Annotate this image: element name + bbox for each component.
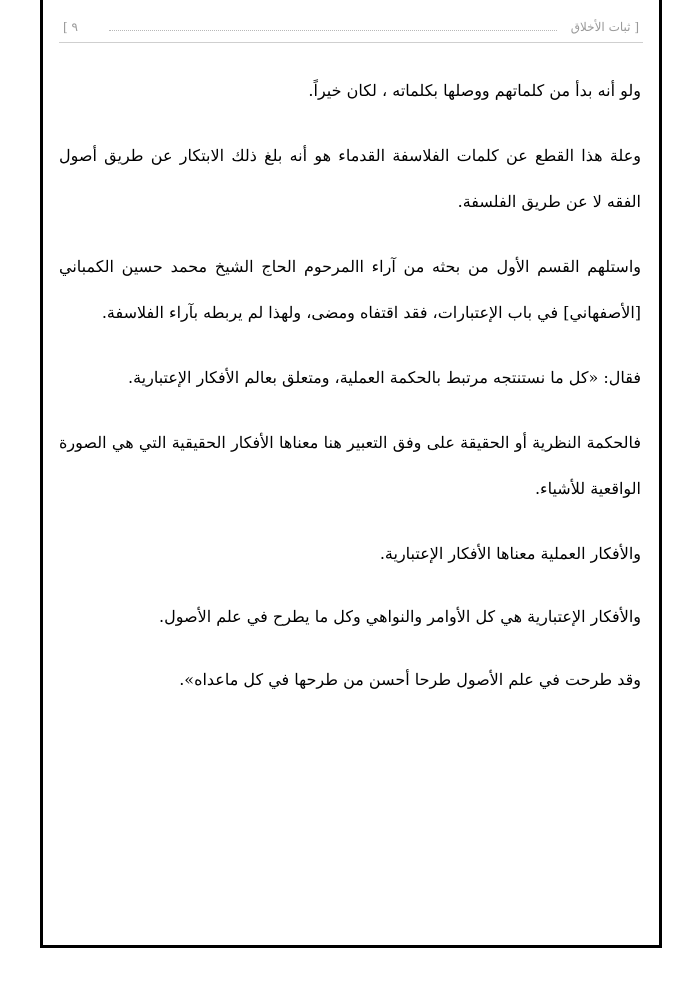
paragraph-6: والأفكار العملية معناها الأفكار الإعتبارية.: [379, 544, 641, 563]
paragraph-4: فقال: «كل ما نستنتجه مرتبط بالحكمة العملية، ومتعلق بعالم الأفكار الإعتبارية.: [128, 368, 641, 387]
paragraph-3: واستلهم القسم الأول من بحثه من آراء االمرحوم الحاج الشيخ محمد حسين الكمباني [الأصفهاني] في باب الإعتبارات، فقد اقتفاه ومضى، ولهذا لم يربطه بآراء الفلاسفة.: [59, 257, 641, 322]
page-number: ٩ ]: [63, 20, 78, 34]
page-frame: [40, 0, 662, 948]
running-title: [ ثبات الأخلاق: [570, 20, 639, 34]
paragraph-2: وعلة هذا القطع عن كلمات الفلاسفة القدماء هو أنه بلغ ذلك الابتكار عن طريق أصول الفقه لا عن طريق الفلسفة.: [59, 146, 641, 211]
paragraph-8: وقد طرحت في علم الأصول طرحا أحسن من طرحها في كل ماعداه».: [179, 670, 641, 689]
header-dot-leader: [109, 30, 557, 31]
running-header: [59, 14, 643, 43]
paragraph-5: فالحكمة النظرية أو الحقيقة على وفق التعبير هنا معناها الأفكار الحقيقية التي هي الصورة الواقعية للأشياء.: [59, 433, 641, 498]
paragraph-1: ولو أنه بدأ من كلماتهم ووصلها بكلماته ، لكان خيراً.: [308, 81, 641, 100]
paragraph-7: والأفكار الإعتبارية هي كل الأوامر والنواهي وكل ما يطرح في علم الأصول.: [159, 607, 641, 626]
page-body: [59, 68, 641, 703]
